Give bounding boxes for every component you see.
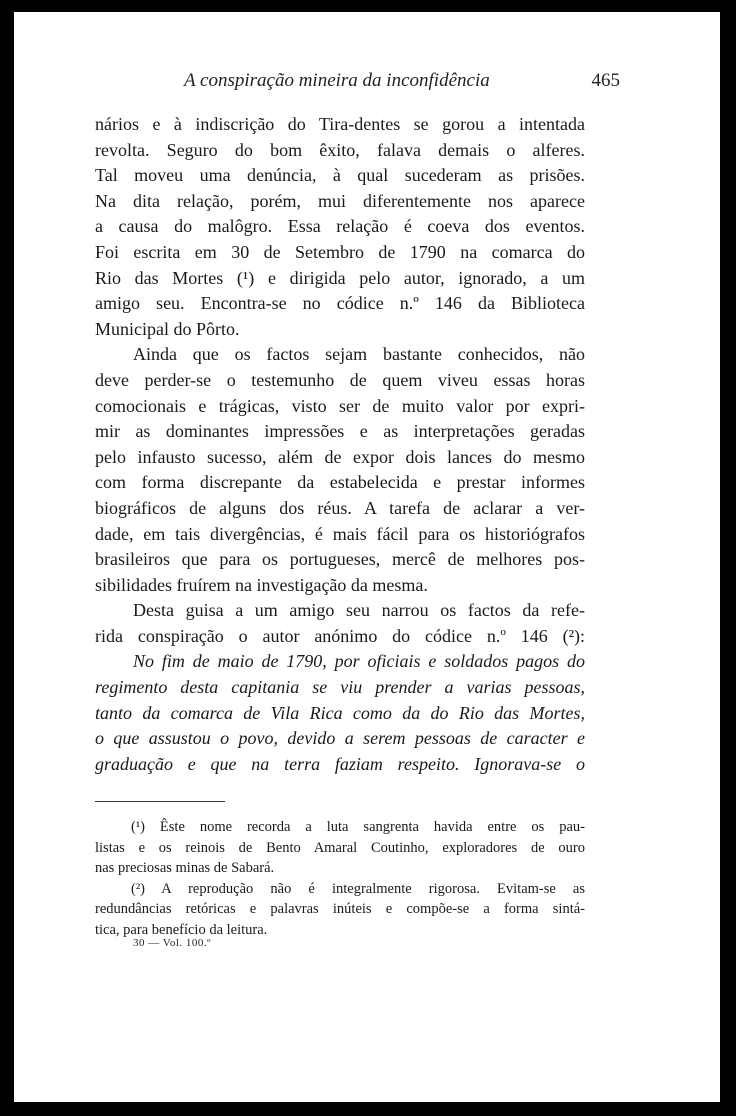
footnote-line: redundâncias retóricas e palavras inúteis e compõe-se a forma sintá-: [95, 901, 585, 917]
footnote-separator: [95, 801, 225, 802]
body-line: biográficos de alguns dos réus. A tarefa de aclarar a ver-: [95, 497, 585, 518]
footnote-line: (²) A reprodução não é integralmente rigorosa. Evitam-se as: [131, 880, 585, 897]
body-line: Rio das Mortes (¹) e dirigida pelo autor, ignorado, a um: [95, 267, 585, 288]
body-line: nários e à indiscrição do Tira-dentes se gorou a intentada: [95, 114, 585, 134]
quoted-line: graduação e que na terra faziam respeito. Ignorava-se o: [95, 753, 585, 774]
body-line: Tal moveu uma denúncia, à qual sucederam as prisões.: [95, 165, 585, 186]
body-line: Desta guisa a um amigo seu narrou os factos da refe-: [133, 600, 585, 621]
footnote-line: nas preciosas minas de Sabará.: [95, 860, 275, 876]
body-line: sibilidades fruírem na investigação da mesma.: [95, 574, 428, 595]
body-line: amigo seu. Encontra-se no códice n.º 146 da Biblioteca: [95, 293, 585, 314]
printer-signature: 30 — Vol. 100.º: [133, 937, 212, 949]
quoted-line: regimento desta capitania se viu prender a varias pessoas,: [95, 677, 585, 698]
body-line: brasileiros que para os portugueses, mercê de melhores pos-: [95, 549, 585, 570]
page-number: 465: [591, 70, 620, 91]
body-line: Foi escrita em 30 de Setembro de 1790 na comarca do: [95, 241, 585, 262]
body-line: comocionais e trágicas, visto ser de muito valor por expri-: [95, 395, 585, 416]
body-line: Na dita relação, porém, mui diferentemente nos aparece: [95, 190, 585, 211]
footnote-line: listas e os reinois de Bento Amaral Coutinho, exploradores de ouro: [95, 839, 585, 856]
quoted-line: o que assustou o povo, devido a serem pessoas de caracter e: [95, 728, 585, 749]
body-text: [95, 112, 585, 777]
quoted-line: tanto da comarca de Vila Rica como da do Rio das Mortes,: [95, 702, 585, 723]
body-line: a causa do malôgro. Essa relação é coeva dos eventos.: [95, 216, 585, 237]
book-page: [14, 12, 720, 1102]
body-line: dade, em tais divergências, é mais fácil para os historiógrafos: [95, 523, 585, 544]
body-line: Ainda que os factos sejam bastante conhecidos, não: [133, 344, 585, 365]
body-line: pelo infausto sucesso, além de expor dois lances do mesmo: [95, 446, 585, 467]
body-line: com forma discrepante da estabelecida e prestar informes: [95, 472, 585, 493]
body-line: Municipal do Pôrto.: [95, 318, 240, 339]
body-line: rida conspiração o autor anónimo do códice n.º 146 (²):: [95, 625, 585, 646]
footnotes: [95, 817, 585, 940]
footnote-line: (¹) Êste nome recorda a luta sangrenta havida entre os pau-: [131, 819, 585, 835]
quoted-line: No fim de maio de 1790, por oficiais e soldados pagos do: [133, 651, 585, 672]
body-line: mir as dominantes impressões e as interpretações geradas: [95, 421, 585, 442]
running-header: [94, 70, 620, 98]
body-line: deve perder-se o testemunho de quem viveu essas horas: [95, 369, 585, 390]
running-title: A conspiração mineira da inconfidência: [184, 70, 490, 91]
body-line: revolta. Seguro do bom êxito, falava demais o alferes.: [95, 139, 585, 160]
footnote-line: tica, para benefício da leitura.: [95, 921, 268, 938]
